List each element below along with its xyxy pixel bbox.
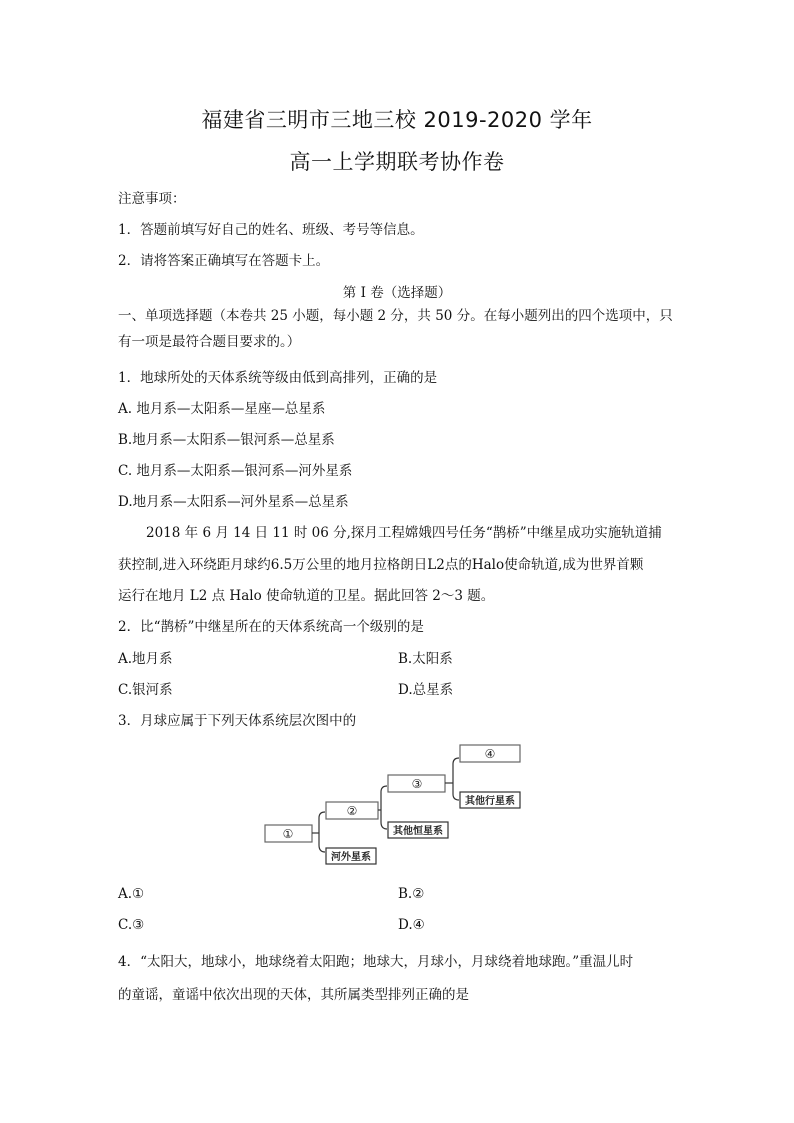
exam-title-line1: 福建省三明市三地三校 2019-2020 学年 bbox=[201, 108, 593, 132]
section-instruction-line1: 一、单项选择题（本卷共 25 小题，每小题 2 分，共 50 分。在每小题列出的四个选项中，只 bbox=[118, 308, 673, 324]
diagram-bracket-1 bbox=[319, 812, 325, 852]
diagram-label-other-planets: 其他行星系 bbox=[465, 796, 515, 807]
diagram-bracket-2 bbox=[381, 786, 387, 829]
q3-option-d: D.④ bbox=[398, 917, 425, 933]
diagram-box-3-label: ③ bbox=[411, 777, 423, 791]
q3-option-c: C.③ bbox=[118, 917, 145, 933]
passage-line2: 获控制,进入环绕距月球约6.5万公里的地月拉格朗日L2点的Halo使命轨道,成为世界首颗 bbox=[118, 557, 644, 573]
q1-option-b: B.地月系—太阳系—银河系—总星系 bbox=[118, 432, 335, 448]
diagram-box-1-label: ① bbox=[282, 827, 294, 841]
volume-title: 第 I 卷（选择题） bbox=[342, 285, 452, 301]
q2-stem: 2．比“鹊桥”中继星所在的天体系统高一个级别的是 bbox=[118, 619, 424, 635]
notes-heading: 注意事项： bbox=[118, 191, 186, 207]
diagram-bracket-3 bbox=[453, 758, 459, 800]
diagram-box-2-label: ② bbox=[346, 804, 358, 818]
q2-option-b: B.太阳系 bbox=[398, 651, 453, 667]
q3-option-b: B.② bbox=[398, 886, 425, 902]
q1-option-a: A. 地月系—太阳系—星座—总星系 bbox=[118, 401, 326, 417]
diagram-label-other-galaxies: 河外星系 bbox=[331, 852, 371, 863]
q3-stem: 3．月球应属于下列天体系统层次图中的 bbox=[118, 713, 357, 729]
q2-option-c: C.银河系 bbox=[118, 682, 173, 698]
section-instruction-line2: 有一项是最符合题目要求的。） bbox=[118, 334, 301, 350]
q4-stem-line1: 4．“太阳大，地球小，地球绕着太阳跑；地球大，月球小，月球绕着地球跑。”重温儿时 bbox=[118, 954, 634, 970]
q1-option-c: C. 地月系—太阳系—银河系—河外星系 bbox=[118, 463, 353, 479]
notes-item-2: 2．请将答案正确填写在答题卡上。 bbox=[118, 253, 330, 269]
q4-stem-line2: 的童谣，童谣中依次出现的天体，其所属类型排列正确的是 bbox=[118, 987, 469, 1003]
q1-stem: 1．地球所处的天体系统等级由低到高排列，正确的是 bbox=[118, 370, 438, 386]
diagram-box-4-label: ④ bbox=[484, 747, 496, 761]
q2-option-d: D.总星系 bbox=[398, 682, 454, 698]
q3-option-a: A.① bbox=[118, 886, 145, 902]
notes-item-1: 1．答题前填写好自己的姓名、班级、考号等信息。 bbox=[118, 222, 424, 238]
q1-option-d: D.地月系—太阳系—河外星系—总星系 bbox=[118, 494, 349, 510]
passage-line1: 2018 年 6 月 14 日 11 时 06 分,探月工程嫦娥四号任务“鹊桥”中继星成功实施轨道捕 bbox=[146, 525, 662, 541]
passage-line3: 运行在地月 L2 点 Halo 使命轨道的卫星。据此回答 2～3 题。 bbox=[118, 588, 495, 604]
diagram-label-other-stars: 其他恒星系 bbox=[393, 826, 443, 837]
q2-option-a: A.地月系 bbox=[118, 651, 173, 667]
exam-title-line2: 高一上学期联考协作卷 bbox=[289, 150, 505, 174]
